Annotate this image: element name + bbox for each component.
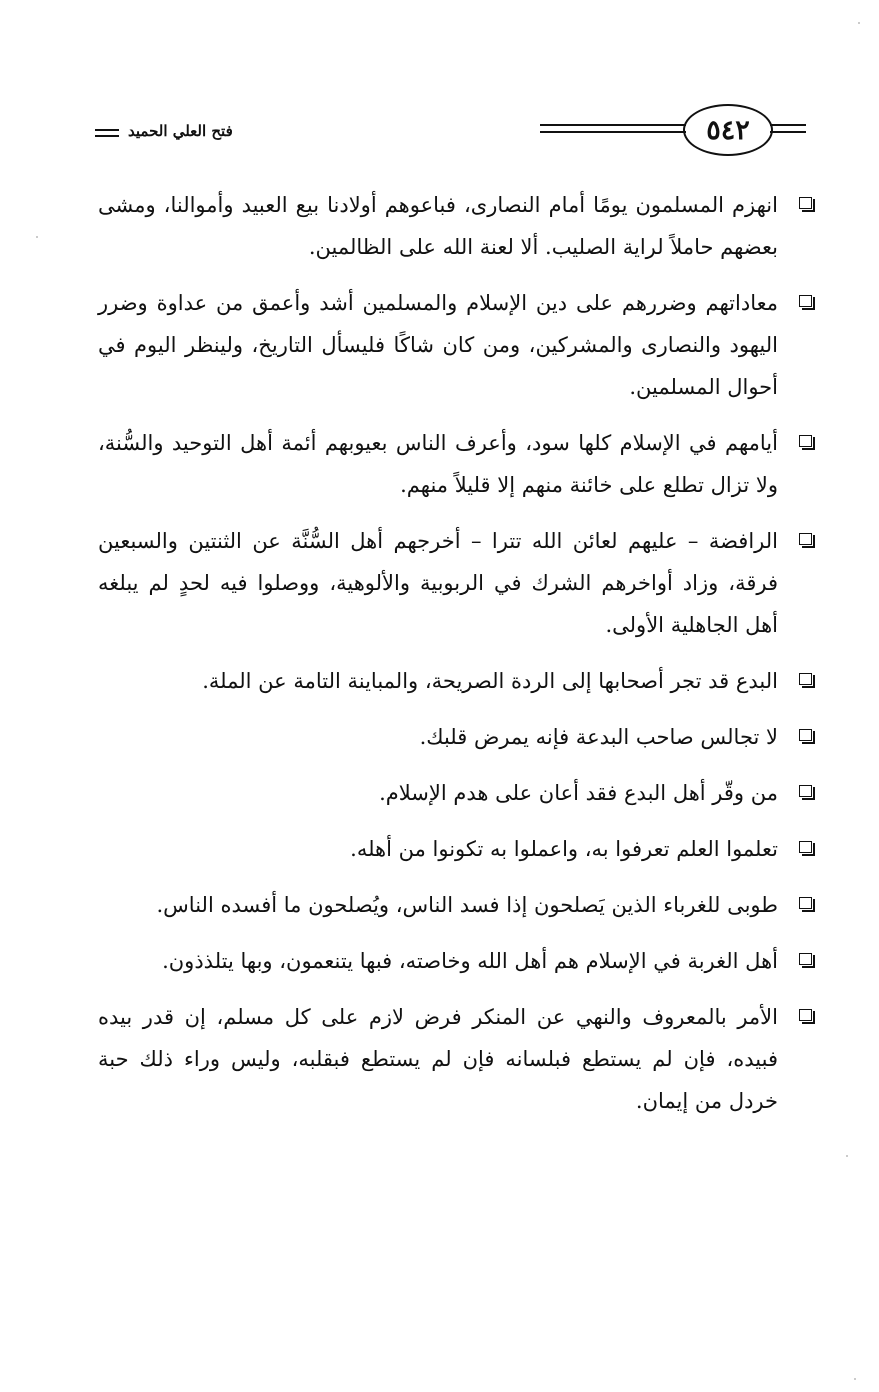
bullet-item [98, 940, 812, 982]
square-bullet-icon [799, 897, 812, 909]
square-bullet-icon [799, 435, 812, 447]
square-bullet-icon [799, 953, 812, 965]
item-text: البدع قد تجر أصحابها إلى الردة الصريحة، والمباينة التامة عن الملة. [202, 669, 778, 693]
bullet-item [98, 184, 812, 268]
header-rule [770, 124, 806, 126]
scan-speck [858, 22, 860, 24]
square-bullet-icon [799, 841, 812, 853]
square-bullet-icon [799, 533, 812, 545]
header-rule [540, 131, 686, 133]
page-number: ٥٤٢ [683, 104, 773, 156]
item-text: لا تجالس صاحب البدعة فإنه يمرض قلبك. [419, 725, 778, 749]
title-rule [95, 135, 119, 137]
scan-speck [36, 236, 38, 238]
bullet-item [98, 996, 812, 1122]
bullet-item [98, 772, 812, 814]
bullet-item [98, 520, 812, 646]
item-text: الرافضة – عليهم لعائن الله تترا – أخرجهم أهل السُّنَّة عن الثنتين والسبعين فرقة، وزاد أواخرهم الشرك في الربوبية والألوهية، ووصلوا فيه لحدٍ لم يبلغه أهل الجاهلية الأولى. [98, 529, 778, 637]
square-bullet-icon [799, 785, 812, 797]
item-text: أهل الغربة في الإسلام هم أهل الله وخاصته، فبها يتنعمون، وبها يتلذذون. [162, 949, 778, 973]
page-header [0, 96, 879, 166]
item-text: تعلموا العلم تعرفوا به، واعملوا به تكونوا من أهله. [350, 837, 778, 861]
scan-speck [854, 1378, 856, 1380]
scan-speck [846, 1155, 848, 1157]
square-bullet-icon [799, 729, 812, 741]
item-text: معاداتهم وضررهم على دين الإسلام والمسلمين أشد وأعمق من عداوة وضرر اليهود والنصارى والمشركين، ومن كان شاكًا فليسأل التاريخ، ولينظر اليوم في أحوال المسلمين. [98, 291, 778, 399]
bullet-item [98, 282, 812, 408]
square-bullet-icon [799, 673, 812, 685]
header-rule [770, 131, 806, 133]
bullet-item [98, 716, 812, 758]
square-bullet-icon [799, 197, 812, 209]
running-title: فتح العلي الحميد [128, 122, 233, 140]
item-text: طوبى للغرباء الذين يَصلحون إذا فسد الناس، ويُصلحون ما أفسده الناس. [156, 893, 778, 917]
bullet-item [98, 422, 812, 506]
header-rule [540, 124, 686, 126]
bullet-item [98, 660, 812, 702]
item-text: انهزم المسلمون يومًا أمام النصارى، فباعوهم أولادنا بيع العبيد وأموالنا، ومشى بعضهم حاملاً لراية الصليب. ألا لعنة الله على الظالمين. [98, 193, 778, 259]
square-bullet-icon [799, 295, 812, 307]
item-text: أيامهم في الإسلام كلها سود، وأعرف الناس بعيوبهم أئمة أهل التوحيد والسُّنة، ولا تزال تطلع على خائنة منهم إلا قليلاً منهم. [98, 431, 778, 497]
text-body [98, 184, 812, 1136]
title-rule [95, 129, 119, 131]
bullet-item [98, 884, 812, 926]
square-bullet-icon [799, 1009, 812, 1021]
item-text: من وقّر أهل البدع فقد أعان على هدم الإسلام. [379, 781, 778, 805]
bullet-item [98, 828, 812, 870]
item-text: الأمر بالمعروف والنهي عن المنكر فرض لازم على كل مسلم، إن قدر بيده فبيده، فإن لم يستطع فبلسانه فإن لم يستطع فبقلبه، وليس وراء ذلك حبة خردل من إيمان. [98, 1005, 778, 1113]
